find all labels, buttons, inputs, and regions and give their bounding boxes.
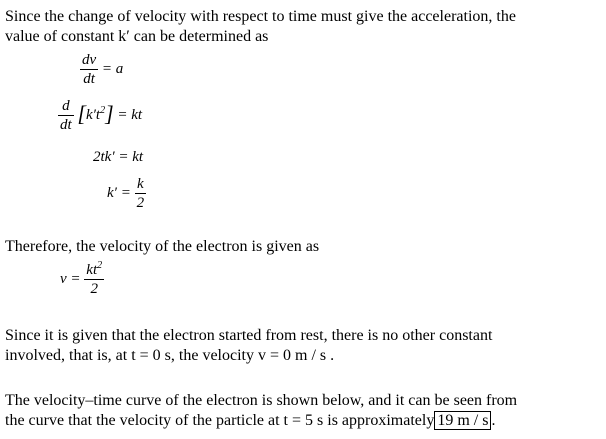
right-bracket: ] <box>105 100 114 126</box>
equation-rhs: = a <box>101 60 124 77</box>
equation-derivative <box>58 98 142 133</box>
fraction-d-dt <box>58 98 74 133</box>
boxed-answer: 19 m / s <box>434 411 491 430</box>
curve-line-1: The velocity–time curve of the electron is shown below, and it can be seen from <box>5 392 518 409</box>
curve-line-2-text: the curve that the velocity of the particle at t = 5 s is approximately <box>5 412 435 429</box>
fraction-denominator: 2 <box>136 195 145 211</box>
intro-paragraph <box>5 7 597 47</box>
intro-line-1: Since the change of velocity with respect to time must give the acceleration, the <box>5 8 516 25</box>
bracket-body: k′t <box>85 106 101 123</box>
equation-k-prime <box>107 176 146 211</box>
fraction-numerator: d <box>58 98 74 116</box>
curve-line-2-end: . <box>491 412 496 429</box>
rest-condition-paragraph <box>5 326 597 366</box>
left-bracket: [ <box>77 100 86 126</box>
exponent: 2 <box>97 260 103 271</box>
velocity-intro-line: Therefore, the velocity of the electron is given as <box>5 238 320 255</box>
equation-velocity <box>60 262 104 297</box>
equation-dv-dt <box>80 52 123 87</box>
fraction-denominator: dt <box>83 71 95 87</box>
curve-line-2 <box>5 411 597 431</box>
equation-lhs: v = <box>60 270 81 287</box>
fraction-kt2-2 <box>84 262 104 297</box>
fraction-denominator: dt <box>60 117 72 133</box>
fraction-denominator: 2 <box>90 281 98 297</box>
equation-2tk: 2tk′ = kt <box>93 149 144 165</box>
numerator-base: kt <box>86 262 98 278</box>
rest-line-2: involved, that is, at t = 0 s, the velocity v = 0 m / s . <box>5 347 335 364</box>
fraction-k-2 <box>135 176 147 211</box>
fraction-numerator <box>84 262 104 280</box>
equation-rhs: = kt <box>117 106 143 123</box>
equation-lhs: k′ = <box>107 184 131 201</box>
velocity-intro-paragraph <box>5 237 597 257</box>
fraction-dv-dt <box>80 52 98 87</box>
fraction-numerator: k <box>135 176 147 194</box>
curve-paragraph <box>5 391 597 431</box>
fraction-numerator: dv <box>82 52 97 68</box>
intro-line-2: value of constant k′ can be determined as <box>5 28 269 45</box>
exponent: 2 <box>100 104 106 116</box>
rest-line-1: Since it is given that the electron started from rest, there is no other constant <box>5 327 493 344</box>
